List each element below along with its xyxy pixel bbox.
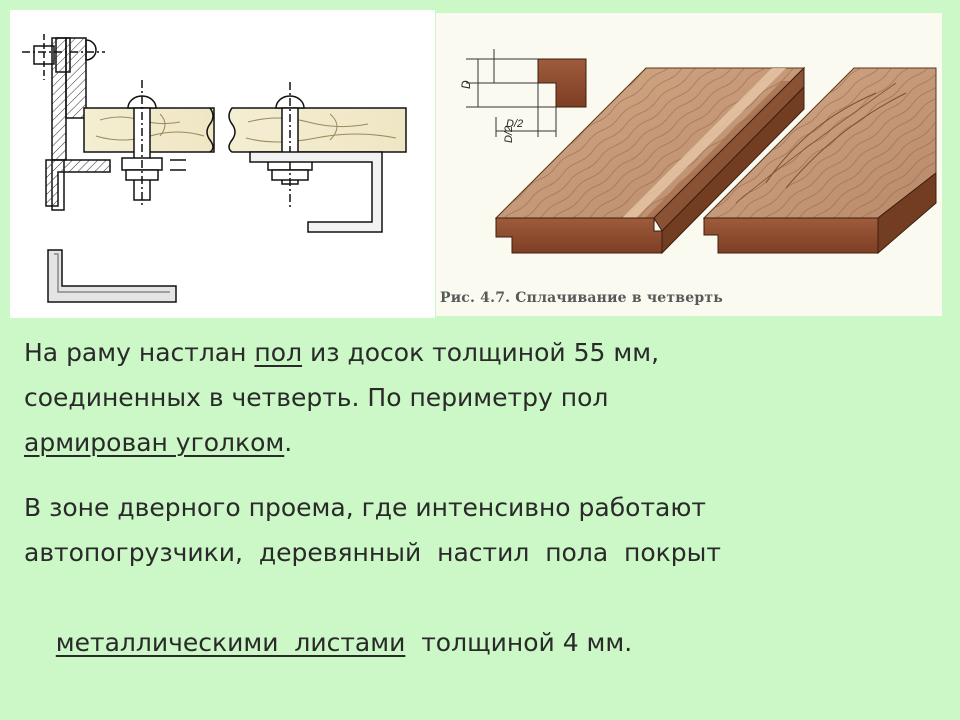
paragraph1-line3: [24, 420, 936, 465]
paragraph1-line2: соединенных в четверть. По периметру пол: [24, 383, 609, 412]
paragraph-floor-description: [24, 330, 936, 465]
floor-board-right: [229, 108, 406, 152]
paragraph-door-zone: [24, 485, 936, 710]
metal-sheets-link[interactable]: металлическими листами: [55, 628, 406, 657]
paragraph2-line2: автопогрузчики, деревянный настил пола покрыт: [24, 538, 721, 567]
dim-label-d: D: [459, 80, 473, 89]
figure-caption: Рис. 4.7. Сплачивание в четверть: [440, 290, 723, 306]
paragraph1-line1: [24, 330, 936, 375]
floor-link[interactable]: пол: [254, 338, 303, 367]
text-segment: из досок толщиной 55 мм,: [302, 338, 660, 367]
angle-reinforcement-link[interactable]: армирован уголком: [24, 428, 285, 457]
dim-label-half-d-top: D/2: [503, 125, 515, 143]
paragraph2-line3: [24, 575, 936, 710]
board-joint-illustration: [436, 13, 942, 316]
dim-label-half-d-bottom: D/2: [506, 118, 524, 130]
text-segment: На раму настлан: [24, 338, 255, 367]
section-profile: [459, 49, 586, 143]
text-segment: .: [284, 428, 293, 457]
frame-detail-drawing: [10, 10, 435, 318]
tongue-groove-figure: [436, 13, 942, 316]
angle-bolt-sketch: [10, 10, 435, 318]
angle-profile: [48, 250, 176, 302]
text-segment: толщиной 4 мм.: [405, 628, 633, 657]
paragraph2-line1: В зоне дверного проема, где интенсивно работают: [24, 493, 706, 522]
